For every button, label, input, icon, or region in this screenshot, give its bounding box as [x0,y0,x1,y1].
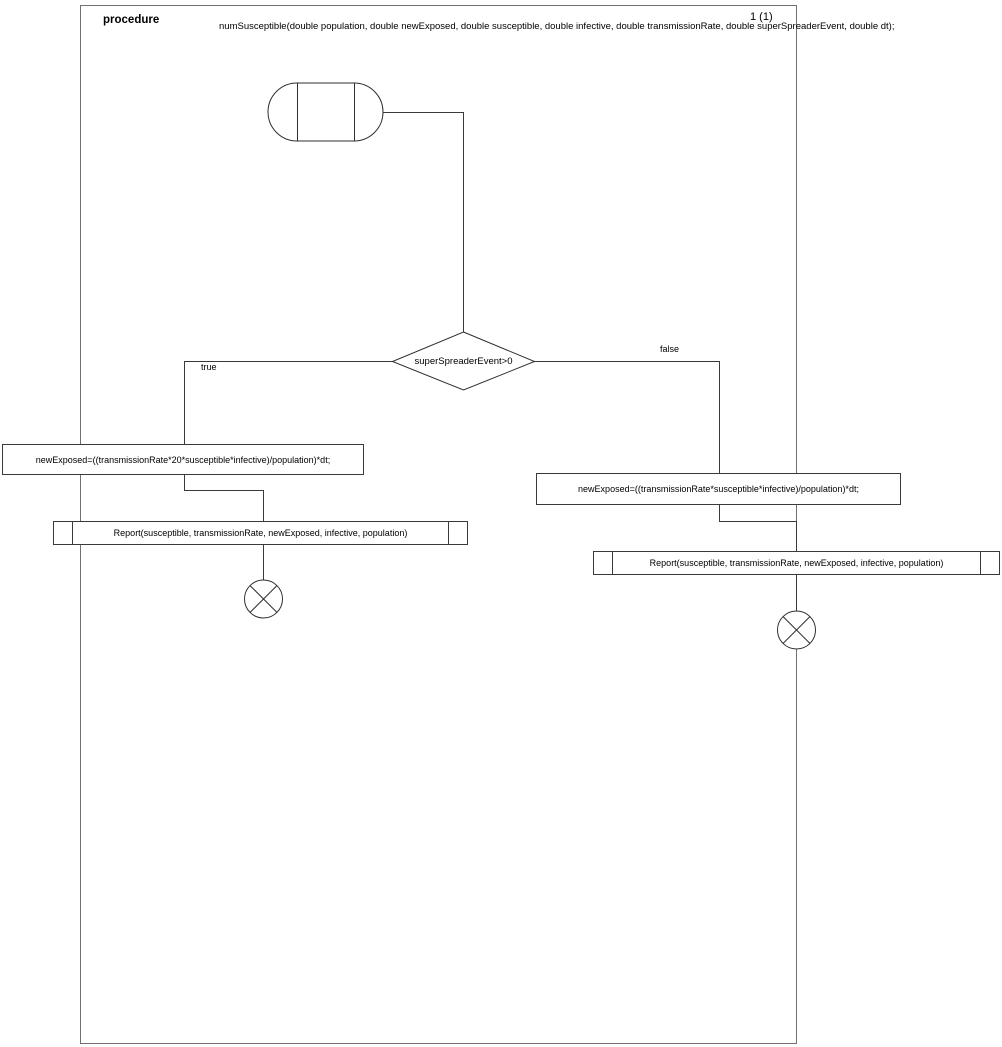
subroutine-box-true-report-text: Report(susceptible, transmissionRate, newExposed, infective, population) [113,528,408,538]
subroutine-box-true-report [53,521,468,545]
connector-true-assignment-to-report [185,475,264,521]
process-box-false-assignment-text: newExposed=((transmissionRate*susceptible*infective)/population)*dt; [578,484,859,494]
branch-label-true: true [201,362,217,372]
connector-false-branch [535,362,720,474]
process-box-true-assignment-text: newExposed=((transmissionRate*20*susceptible*infective)/population)*dt; [35,454,331,465]
procedure-signature: numSusceptible(double population, double newExposed, double susceptible, double infective, double transmissionRate, double superSpreaderEvent, double dt); [219,21,895,32]
connector-false-assignment-to-report [720,505,797,551]
subroutine-box-false-report-text: Report(susceptible, transmissionRate, newExposed, infective, population) [649,558,944,568]
branch-label-false: false [660,344,680,354]
end-terminator-icon-true [245,580,283,618]
procedure-title: procedure [103,14,160,26]
process-box-false-assignment [536,473,901,505]
process-box-true-assignment [2,444,364,475]
end-terminator-icon-false [778,611,816,649]
connector-start-to-decision [383,113,464,334]
decision-condition-label: superSpreaderEvent>0 [414,355,513,367]
start-terminator-icon [268,83,383,141]
connector-true-branch [185,362,393,445]
page-number: 1 (1) [750,11,773,23]
subroutine-box-false-report [593,551,1000,575]
